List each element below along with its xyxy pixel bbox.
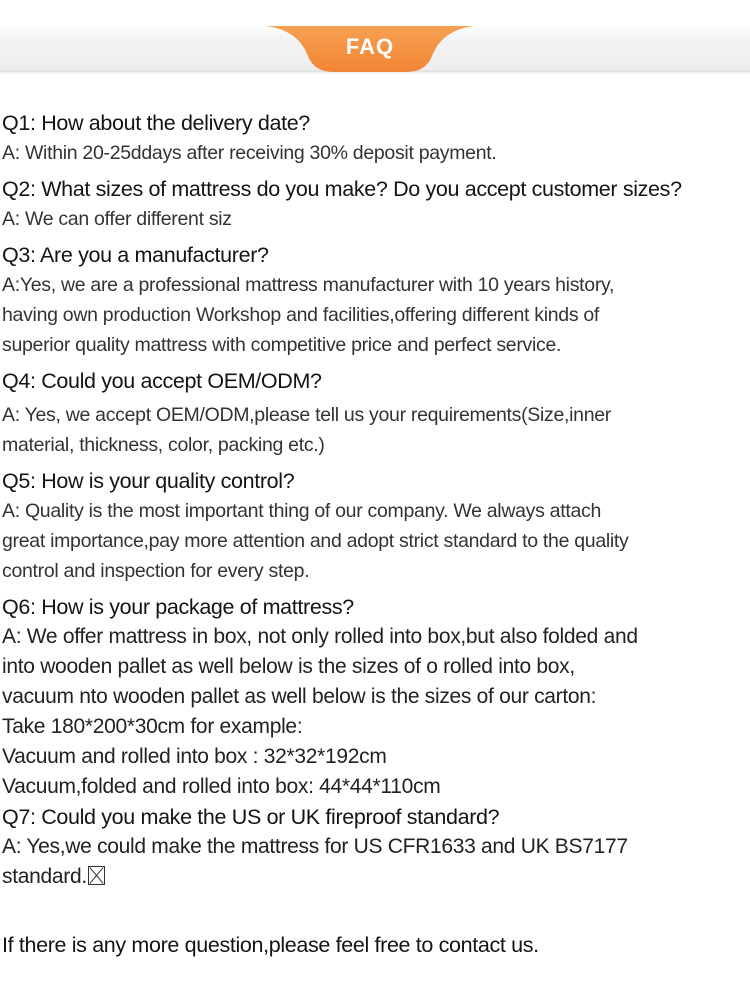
faq-question: Q2: What sizes of mattress do you make? Do you accept customer sizes? <box>2 177 682 201</box>
faq-answer-text: standard. <box>2 865 87 888</box>
faq-list <box>2 108 744 892</box>
faq-question: Q5: How is your quality control? <box>2 469 295 493</box>
faq-answer-line: Vacuum,folded and rolled into box: 44*44*110cm <box>2 775 441 798</box>
faq-tab-label: FAQ <box>345 34 395 59</box>
faq-item-q7 <box>2 802 744 892</box>
faq-answer-line: vacuum nto wooden pallet as well below is the sizes of our carton: <box>2 685 597 708</box>
faq-answer-line: A: Quality is the most important thing of our company. We always attach <box>2 500 602 522</box>
faq-item-q2 <box>2 174 744 234</box>
faq-answer-line: having own production Workshop and facilities,offering different kinds of <box>2 304 600 326</box>
faq-answer-line: A:Yes, we are a professional mattress manufacturer with 10 years history, <box>2 274 615 296</box>
faq-answer-line: A: Yes, we accept OEM/ODM,please tell us your requirements(Size,inner <box>2 404 611 426</box>
faq-answer-line: great importance,pay more attention and adopt strict standard to the quality <box>2 530 629 552</box>
faq-item-q1 <box>2 108 744 168</box>
faq-answer-line-last <box>2 862 744 892</box>
faq-item-q5 <box>2 466 744 586</box>
faq-question: Q1: How about the delivery date? <box>2 111 310 135</box>
faq-item-q3 <box>2 240 744 360</box>
faq-header <box>0 0 750 74</box>
missing-glyph-icon <box>88 866 105 885</box>
faq-answer-line: superior quality mattress with competitive price and perfect service. <box>2 334 562 356</box>
faq-tab <box>266 26 474 72</box>
faq-answer: A: Within 20-25ddays after receiving 30% deposit payment. <box>2 142 497 164</box>
faq-question: Q3: Are you a manufacturer? <box>2 243 269 267</box>
faq-item-q4 <box>2 366 744 460</box>
faq-answer-line: A: We offer mattress in box, not only rolled into box,but also folded and <box>2 625 638 648</box>
faq-question: Q7: Could you make the US or UK fireproof standard? <box>2 805 500 829</box>
faq-answer-line: material, thickness, color, packing etc.) <box>2 434 325 456</box>
faq-question: Q6: How is your package of mattress? <box>2 595 354 619</box>
faq-answer: A: We can offer different siz <box>2 208 232 230</box>
faq-question: Q4: Could you accept OEM/ODM? <box>2 369 322 393</box>
faq-answer-line: Take 180*200*30cm for example: <box>2 715 303 738</box>
faq-answer-line: A: Yes,we could make the mattress for US CFR1633 and UK BS7177 <box>2 835 628 858</box>
faq-answer-line: Vacuum and rolled into box : 32*32*192cm <box>2 745 387 768</box>
faq-answer-line: control and inspection for every step. <box>2 560 310 582</box>
faq-item-q6 <box>2 592 744 802</box>
faq-answer-line: into wooden pallet as well below is the sizes of o rolled into box, <box>2 655 575 678</box>
closing-note: If there is any more question,please feel free to contact us. <box>2 933 539 957</box>
